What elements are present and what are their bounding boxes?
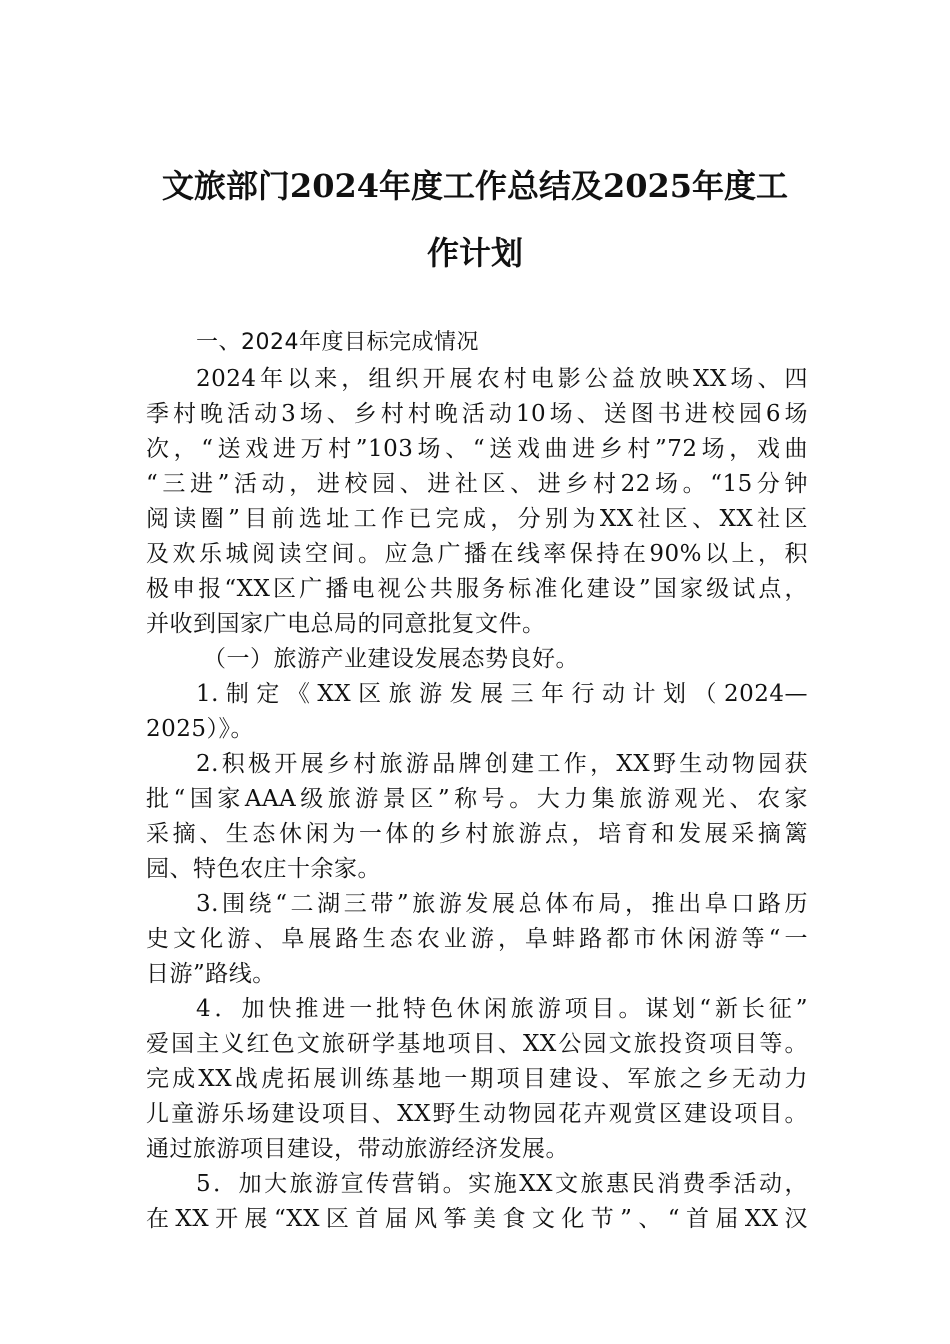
list-item-line: 1.制定《XX区旅游发展三年行动计划（2024— [196,681,808,707]
list-item-line: 2.积极开展乡村旅游品牌创建工作，XX野生动物园获 [196,751,808,777]
paragraph-line: 及欢乐城阅读空间。应急广播在线率保持在90%以上，积 [146,541,808,567]
list-item-line: 园、特色农庄十余家。 [146,856,381,882]
paragraph-line: 季村晚活动3场、乡村村晚活动10场、送图书进校园6场 [146,401,808,427]
document-title-line-2: 作计划 [426,234,523,272]
paragraph-line: 极申报“XX区广播电视公共服务标准化建设”国家级试点， [146,576,808,602]
paragraph-line: “三进”活动，进校园、进社区、进乡村22场。“15分钟 [146,471,808,497]
list-item-line: 史文化游、阜展路生态农业游，阜蚌路都市休闲游等“一 [146,926,808,952]
document-title-line-1: 文旅部门2024年度工作总结及2025年度工 [161,167,789,205]
list-item-line: 4．加快推进一批特色休闲旅游项目。谋划“新长征” [196,996,808,1022]
list-item-line: 5．加大旅游宣传营销。实施XX文旅惠民消费季活动， [196,1171,808,1197]
paragraph-line: 并收到国家广电总局的同意批复文件。 [146,611,546,637]
list-item-line: 完成XX战虎拓展训练基地一期项目建设、军旅之乡无动力 [146,1066,808,1092]
list-item-line: 批“国家AAA级旅游景区”称号。大力集旅游观光、农家 [146,786,808,812]
section-heading-1: 一、2024年度目标完成情况 [196,330,479,355]
list-item-line: 在XX开展“XX区首届风筝美食文化节”、“首届XX汉 [146,1206,808,1232]
list-item-line: 通过旅游项目建设，带动旅游经济发展。 [146,1136,569,1162]
list-item-line: 儿童游乐场建设项目、XX野生动物园花卉观赏区建设项目。 [146,1101,808,1127]
subsection-heading-1: （一）旅游产业建设发展态势良好。 [203,646,579,672]
list-item-line: 爱国主义红色文旅研学基地项目、XX公园文旅投资项目等。 [146,1031,808,1057]
list-item-line: 3.围绕“二湖三带”旅游发展总体布局，推出阜口路历 [196,891,808,917]
list-item-line: 2025）》。 [146,716,255,742]
paragraph-line: 阅读圈”目前选址工作已完成，分别为XX社区、XX社区 [146,506,808,532]
list-item-line: 采摘、生态休闲为一体的乡村旅游点，培育和发展采摘篱 [146,821,808,847]
paragraph-line: 次，“送戏进万村”103场、“送戏曲进乡村”72场，戏曲 [146,436,808,462]
paragraph-line: 2024年以来，组织开展农村电影公益放映XX场、四 [196,366,808,392]
list-item-line: 日游”路线。 [146,961,276,987]
